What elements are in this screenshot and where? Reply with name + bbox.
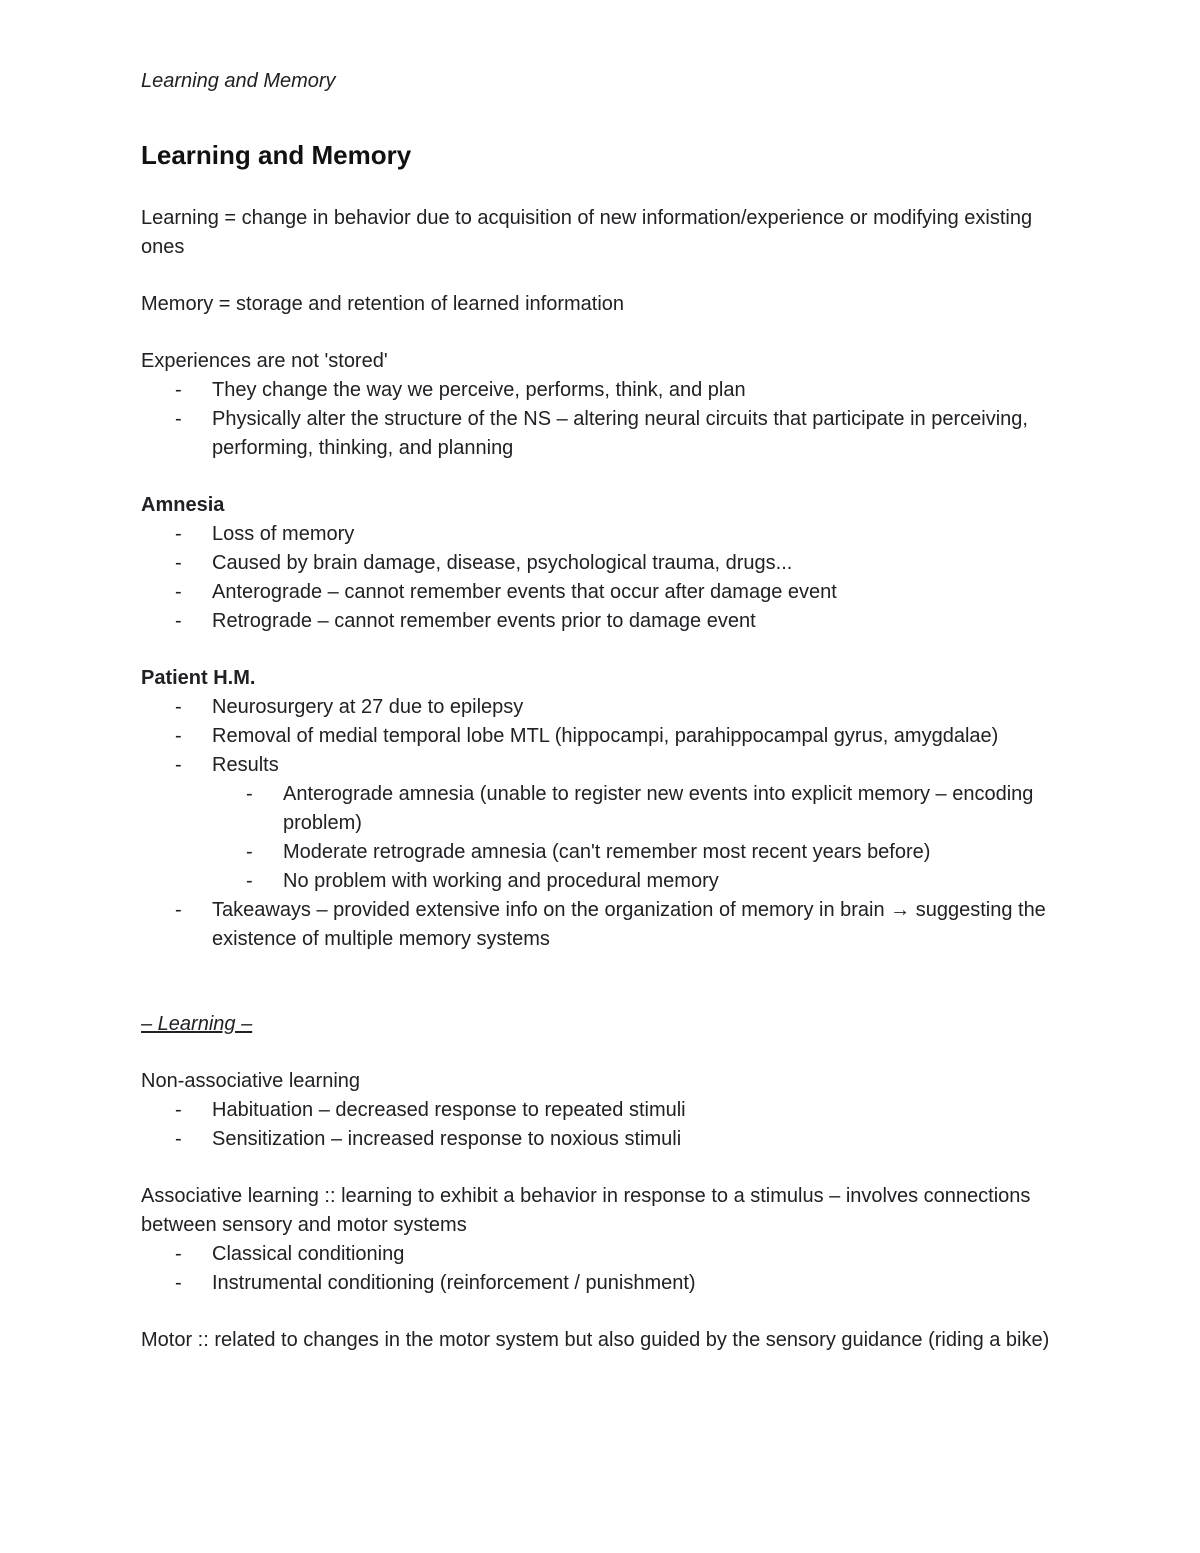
list-item: - Anterograde amnesia (unable to register new events into explicit memory – encoding problem) — [246, 783, 1034, 834]
experiences-heading: Experiences are not 'stored' — [141, 350, 388, 372]
document-body — [141, 204, 1051, 1355]
list-item: - Habituation – decreased response to repeated stimuli — [175, 1099, 686, 1121]
list-item: - Results - Anterograde amnesia (unable to register new events into explicit memory – encoding problem) - Moderate retrograde amnesia (can't remember most recent years before) - No problem with working and procedural memory — [141, 751, 1051, 896]
list-item: - Sensitization – increased response to noxious stimuli — [175, 1128, 682, 1150]
list-item: - Loss of memory — [175, 523, 355, 545]
experiences-list — [141, 376, 1051, 463]
motor-paragraph: Motor :: related to changes in the motor system but also guided by the sensory guidance (riding a bike) — [141, 1329, 1050, 1351]
page-header: Learning and Memory — [141, 70, 336, 92]
list-item: - Physically alter the structure of the NS – altering neural circuits that participate in perceiving, performing, thinking, and planning — [175, 408, 1028, 459]
patient-hm-heading: Patient H.M. — [141, 667, 256, 689]
amnesia-list — [141, 520, 1051, 636]
nonassociative-list — [141, 1096, 1051, 1154]
list-item: - Removal of medial temporal lobe MTL (hippocampi, parahippocampal gyrus, amygdalae) — [175, 725, 999, 747]
nonassociative-heading: Non-associative learning — [141, 1070, 361, 1092]
memory-definition: Memory = storage and retention of learned information — [141, 293, 625, 315]
list-item: - Anterograde – cannot remember events that occur after damage event — [175, 581, 837, 603]
learning-section-heading: – Learning – — [141, 1013, 253, 1035]
results-sublist — [212, 780, 1051, 896]
associative-list — [141, 1240, 1051, 1298]
list-item: - Retrograde – cannot remember events prior to damage event — [175, 610, 756, 632]
list-item: - Takeaways – provided extensive info on the organization of memory in brain → suggesting the existence of multiple memory systems — [175, 899, 1046, 950]
patient-hm-list — [141, 693, 1051, 954]
list-item: - Caused by brain damage, disease, psychological trauma, drugs... — [175, 552, 793, 574]
list-item: - No problem with working and procedural memory — [246, 870, 719, 892]
associative-heading: Associative learning :: learning to exhibit a behavior in response to a stimulus – involves connections between sensory and motor systems — [141, 1185, 1031, 1236]
list-item: - Classical conditioning — [175, 1243, 405, 1265]
document-title: Learning and Memory — [141, 140, 412, 170]
amnesia-heading: Amnesia — [141, 494, 225, 516]
learning-definition: Learning = change in behavior due to acquisition of new information/experience or modifying existing ones — [141, 207, 1033, 258]
list-item: - They change the way we perceive, performs, think, and plan — [175, 379, 746, 401]
list-item: - Instrumental conditioning (reinforcement / punishment) — [175, 1272, 696, 1294]
list-item: - Moderate retrograde amnesia (can't remember most recent years before) — [246, 841, 931, 863]
list-item: - Neurosurgery at 27 due to epilepsy — [175, 696, 524, 718]
